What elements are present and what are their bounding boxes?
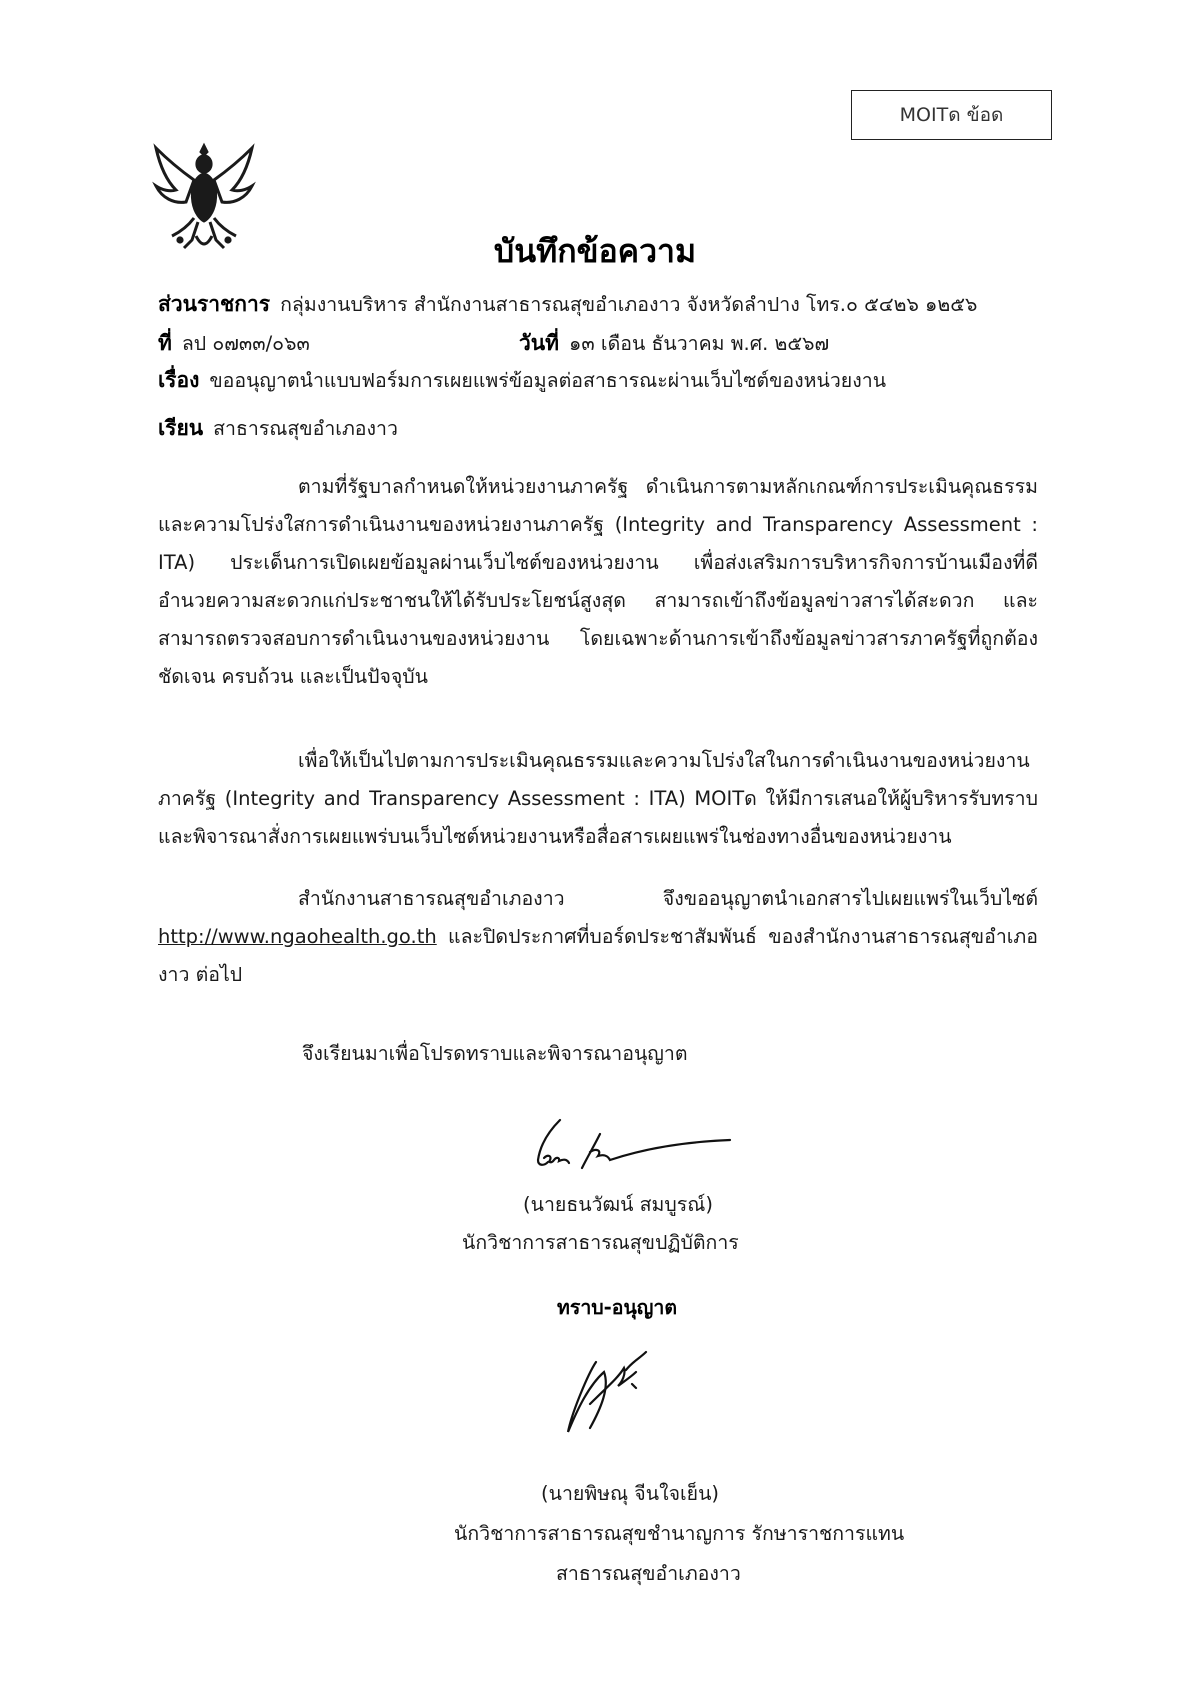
signer-1-name: (นายธนวัฒน์ สมบูรณ์) xyxy=(523,1193,713,1216)
signer-2-position-line-2: สาธารณสุขอำเภองาว xyxy=(556,1562,741,1585)
body-paragraph-3 xyxy=(158,880,1038,994)
date-line xyxy=(519,327,829,360)
salutation-label: เรียน xyxy=(158,416,204,440)
subject-value: ขออนุญาตนำแบบฟอร์มการเผยแพร่ข้อมูลต่อสาธารณะผ่านเว็บไซต์ของหน่วยงาน xyxy=(209,369,887,392)
date-value: ๑๓ เดือน ธันวาคม พ.ศ. ๒๕๖๗ xyxy=(569,332,830,355)
signer-2-position: นักวิชาการสาธารณสุขชำนาญการ รักษาราชการแทน xyxy=(454,1522,905,1545)
body-paragraph-3-text: สำนักงานสาธารณสุขอำเภองาว จึงขออนุญาตนำเอกสารไปเผยแพร่ในเว็บไซต์ xyxy=(298,887,1038,910)
signer-2-name: (นายพิษณุ จีนใจเย็น) xyxy=(541,1482,720,1505)
subject-line xyxy=(158,364,886,397)
body-paragraph-2-text: เพื่อให้เป็นไปตามการประเมินคุณธรรมและความโปร่งใสในการดำเนินงานของหน่วยงานภาครัฐ (Integrity and Transparency Assessment : ITA) MOITด ให้มีการเสนอให้ผู้บริหารรับทราบและพิจารณาสั่งการเผยแพร่บนเว็บไซต์หน่วยงานหรือสื่อสารเผยแพร่ในช่องทางอื่นของหน่วยงาน xyxy=(158,749,1038,848)
signature-2-icon xyxy=(560,1348,680,1440)
reference-box: MOITด ข้อด xyxy=(851,90,1052,140)
body-paragraph-3-tail: และปิดประกาศที่บอร์ดประชาสัมพันธ์ ของสำนักงานสาธารณสุขอำเภองาว ต่อไป xyxy=(158,925,1038,986)
subject-label: เรื่อง xyxy=(158,368,200,392)
approval-text: ทราบ-อนุญาต xyxy=(557,1296,678,1319)
document-title: บันทึกข้อความ xyxy=(493,232,697,270)
reference-label: ที่ xyxy=(158,331,172,355)
agency-line xyxy=(158,288,977,321)
body-paragraph-1-text: ตามที่รัฐบาลกำหนดให้หน่วยงานภาครัฐ ดำเนินการตามหลักเกณฑ์การประเมินคุณธรรมและความโปร่งใสการดำเนินงานของหน่วยงานภาครัฐ (Integrity and Transparency Assessment : ITA) ประเด็นการเปิดเผยข้อมูลผ่านเว็บไซต์ของหน่วยงาน เพื่อส่งเสริมการบริหารกิจการบ้านเมืองที่ดี อำนวยความสะดวกแก่ประชาชนให้ได้รับประโยชน์สูงสุด สามารถเข้าถึงข้อมูลข่าวสารได้สะดวก และสามารถตรวจสอบการดำเนินงานของหน่วยงาน โดยเฉพาะด้านการเข้าถึงข้อมูลข่าวสารภาครัฐที่ถูกต้อง ชัดเจน ครบถ้วน และเป็นปัจจุบัน xyxy=(158,475,1038,688)
salutation-value: สาธารณสุขอำเภองาว xyxy=(213,417,398,440)
agency-value: กลุ่มงานบริหาร สำนักงานสาธารณสุขอำเภองาว จังหวัดลำปาง โทร.๐ ๕๔๒๖ ๑๒๕๖ xyxy=(280,293,978,316)
website-link[interactable]: http://www.ngaohealth.go.th xyxy=(158,925,437,948)
signature-1-icon xyxy=(530,1112,740,1178)
agency-label: ส่วนราชการ xyxy=(158,292,271,316)
closing-line: จึงเรียนมาเพื่อโปรดทราบและพิจารณาอนุญาต xyxy=(302,1042,688,1065)
body-paragraph-1 xyxy=(158,468,1038,696)
signer-1-position: นักวิชาการสาธารณสุขปฏิบัติการ xyxy=(462,1231,739,1254)
body-paragraph-2 xyxy=(158,742,1038,856)
reference-value: ลป ๐๗๓๓/๐๖๓ xyxy=(181,332,310,355)
date-label: วันที่ xyxy=(519,331,559,355)
salutation-line xyxy=(158,412,398,445)
reference-number-line xyxy=(158,327,310,360)
